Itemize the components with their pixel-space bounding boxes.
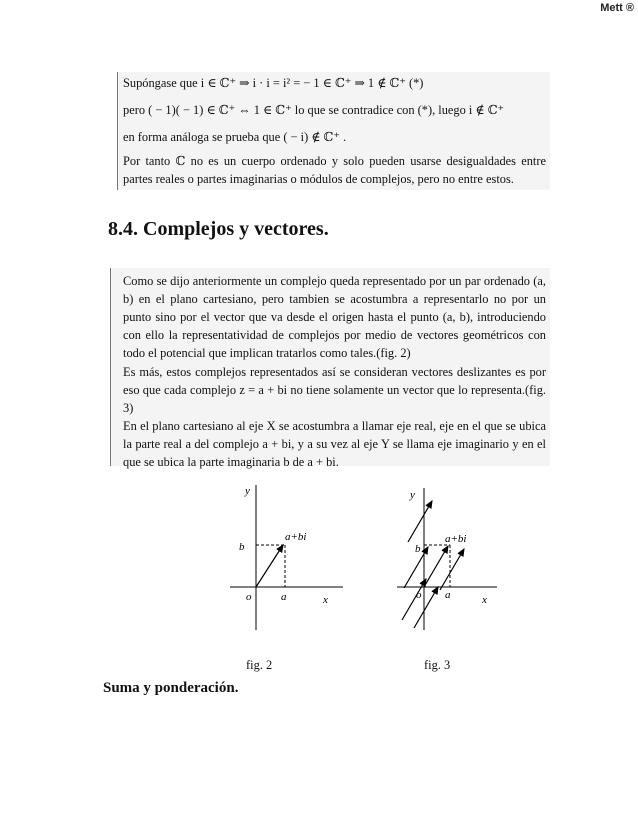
y-label: y <box>245 485 250 497</box>
intro-line-4: Por tanto ℂ no es un cuerpo ordenado y solo pueden usarse desigualdades entre partes reales o partes imaginarias o módulos de complejos, pero no entre estos. <box>123 154 546 186</box>
b-label: b <box>415 543 421 555</box>
intro-line-2: pero ( − 1)( − 1) ∈ ℂ⁺ ⇔ 1 ∈ ℂ⁺ lo que se contradice con (*), luego i ∉ ℂ⁺ <box>123 103 505 117</box>
vector-arrow-4 <box>408 501 432 542</box>
o-label: o <box>416 589 422 601</box>
x-label: x <box>323 594 328 606</box>
vector-label: a+bi <box>285 531 307 543</box>
figure-2-caption: fig. 2 <box>246 658 273 672</box>
x-label: x <box>482 594 487 606</box>
figure-3-caption: fig. 3 <box>424 658 451 672</box>
a-label: a <box>445 589 451 601</box>
a-label: a <box>281 591 287 603</box>
y-label: y <box>410 489 415 501</box>
vector-arrow <box>256 545 283 587</box>
paragraph-2: Es más, estos complejos representados así se consideran vectores deslizantes es por eso que cada complejo z = a + bi no tiene solamente un vector que lo representa.(fig. 3) <box>123 365 546 415</box>
subsection-heading: Suma y ponderación. <box>103 680 239 696</box>
figure-2-diagram <box>225 480 355 640</box>
b-label: b <box>239 541 245 553</box>
brand-badge: Mett ® <box>600 2 634 14</box>
intro-line-1: Supóngase que i ∈ ℂ⁺ ⇒ i · i = i² = − 1 ∈ ℂ⁺ ⇒ 1 ∉ ℂ⁺ (*) <box>123 76 424 90</box>
vector-arrow-5 <box>440 549 464 590</box>
intro-line-3: en forma análoga se prueba que ( − i) ∉ ℂ⁺ . <box>123 130 347 144</box>
o-label: o <box>246 591 252 603</box>
section-heading: 8.4. Complejos y vectores. <box>108 218 329 240</box>
paragraph-1: Como se dijo anteriormente un complejo queda representado por un par ordenado (a, b) en el plano cartesiano, pero tambien se acostumbra a representarlo no por un punto sino por el vector que va desde el origen hasta el punto (a, b), introduciendo con ello la representatividad de complejos por medio de vectores geométricos con todo el potencial que implican tratarlos como tales.(fig. 2) <box>123 274 546 360</box>
vector-label: a+bi <box>445 533 467 545</box>
paragraph-3: En el plano cartesiano al eje X se acostumbra a llamar eje real, eje en el que se ubica la parte real a del complejo a + bi, y a su vez al eje Y se llama eje imaginario y en el que se ubica la parte imaginaria b de a + bi. <box>123 419 546 469</box>
figure-3-diagram <box>392 480 512 640</box>
vector-arrow-origin <box>424 546 448 587</box>
